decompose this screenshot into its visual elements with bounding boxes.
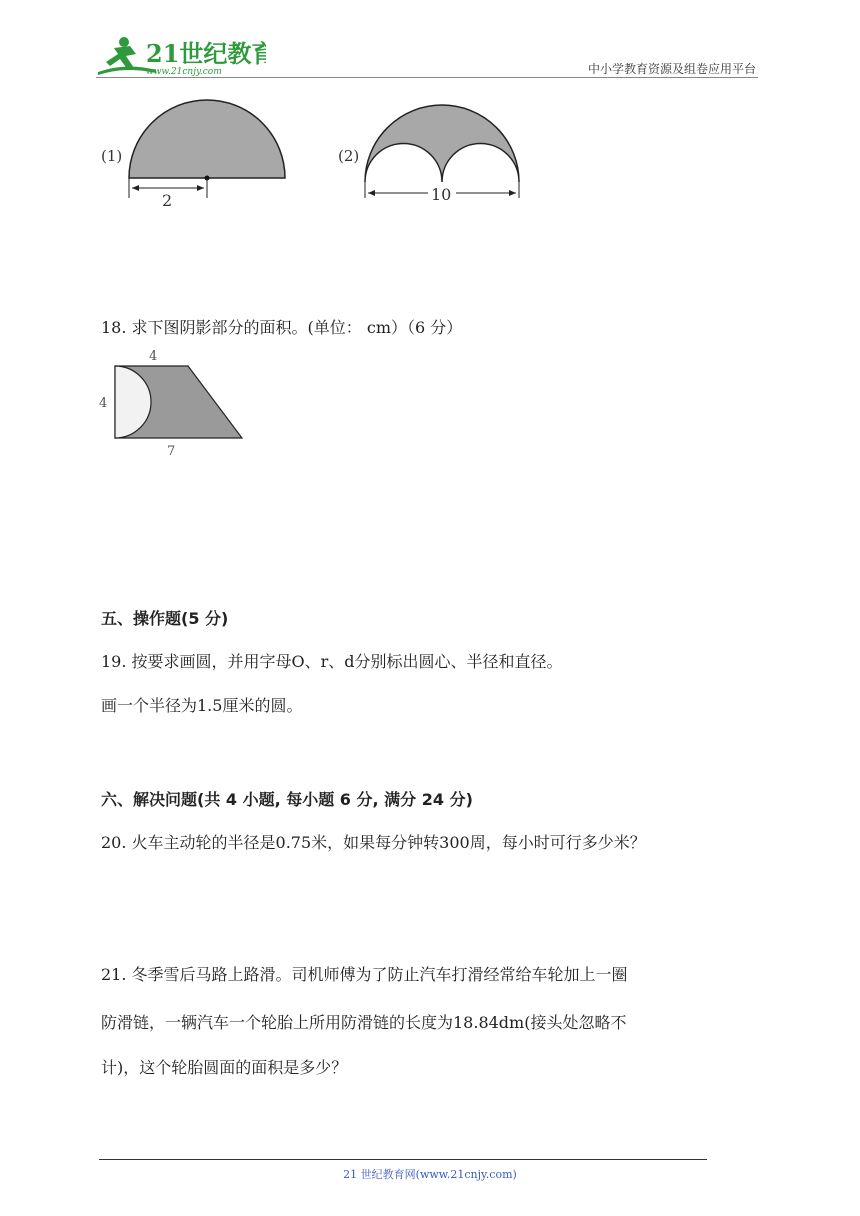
logo-graphic [96,32,266,80]
figure-row [96,96,556,216]
fig1-arrow-right [197,185,204,191]
footer-text: 21 世纪教育网(www.21cnjy.com) [343,1168,517,1181]
q18-dim-bottom: 7 [167,444,176,459]
q19-line2: 画一个半径为1.5厘米的圆。 [101,696,303,715]
fig1-dimension: 2 [162,191,173,210]
fig2-dimension: 10 [431,185,452,204]
fig2-arrow-left [368,190,375,196]
q18-text: 18. 求下图阴影部分的面积。(单位： cm）（6 分） [101,318,463,337]
fig2-arrow-right [509,190,516,196]
q19-line1: 19. 按要求画圆，并用字母O、r、d分别标出圆心、半径和直径。 [101,652,563,671]
logo-text: 21世纪教育 [146,39,266,68]
q21-line3: 计)，这个轮胎圆面的面积是多少？ [101,1058,348,1077]
footer-divider [99,1159,707,1160]
section6-heading: 六、解决问题(共 4 小题, 每小题 6 分, 满分 24 分) [101,790,473,809]
logo-url: www.21cnjy.com [146,67,222,77]
header-platform-text: 中小学教育资源及组卷应用平台 [587,62,756,76]
q21-line1: 21. 冬季雪后马路上路滑。司机师傅为了防止汽车打滑经常给车轮加上一圈 [101,965,628,984]
header-divider [96,77,758,78]
fig1-label: (1) [101,147,123,165]
q18-dim-top: 4 [149,349,158,364]
fig1-arrow-left [132,185,139,191]
section5-heading: 五、操作题(5 分) [101,609,229,628]
site-logo [96,32,266,80]
q18-figure [94,344,254,460]
q18-dim-left: 4 [99,396,108,411]
q20-text: 20. 火车主动轮的半径是0.75米，如果每分钟转300周，每小时可行多少米？ [101,833,646,852]
fig2-label: (2) [338,147,360,165]
fig1-semicircle [129,100,285,178]
q21-line2: 防滑链，一辆汽车一个轮胎上所用防滑链的长度为18.84dm(接头处忽略不 [101,1013,627,1032]
fig2-shaded-region [365,105,519,182]
